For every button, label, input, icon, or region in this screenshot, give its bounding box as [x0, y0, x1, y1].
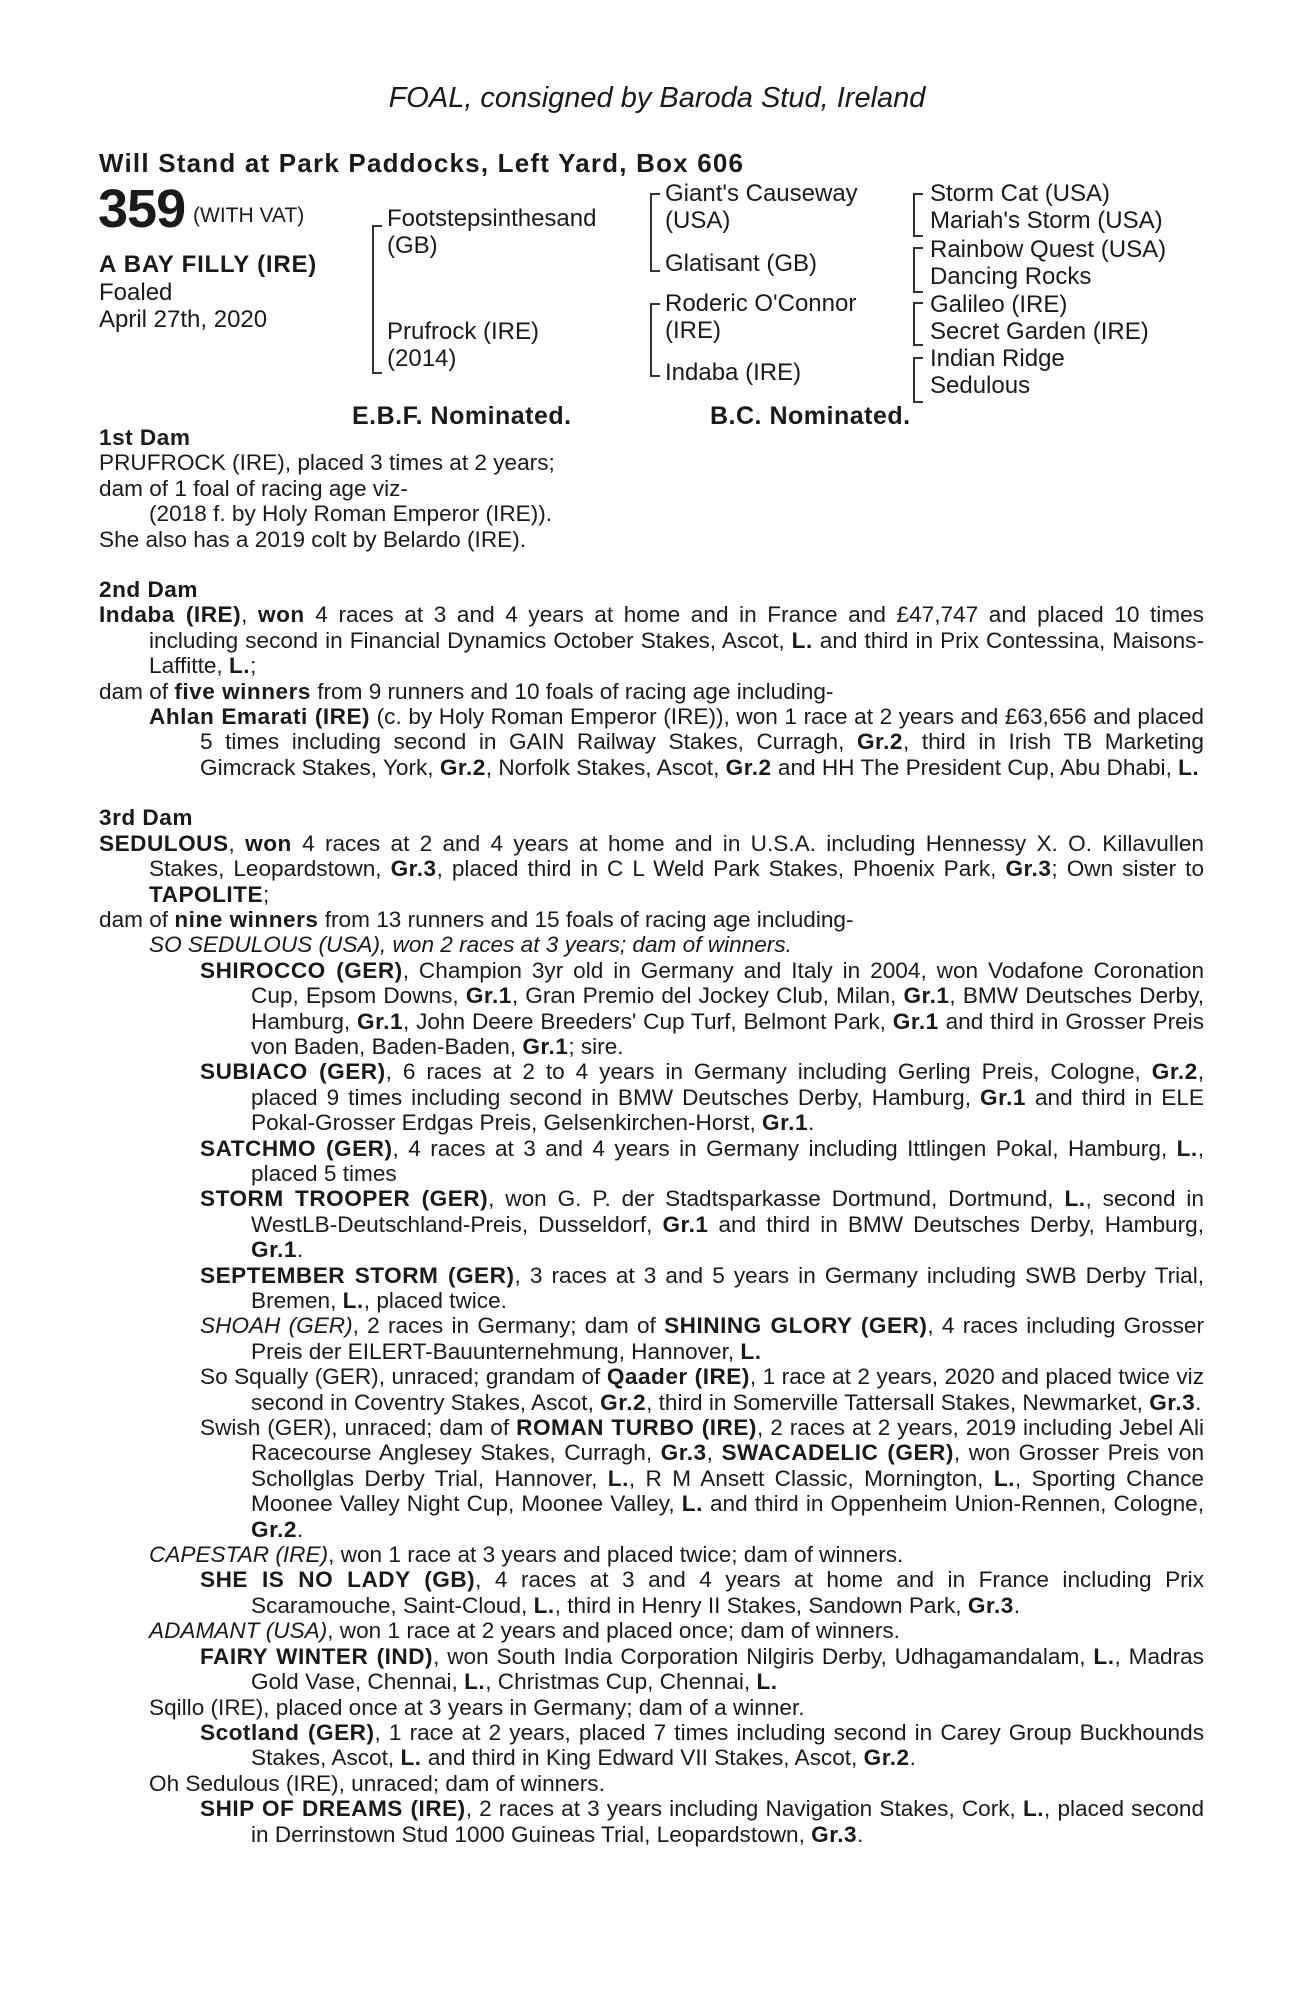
progeny-ship-of-dreams: SHIP OF DREAMS (IRE), 2 races at 3 years including Navigation Stakes, Cork, L., placed second in Derrinstown Stud 1000 Guineas Trial, Leopardstown, Gr.3. — [200, 1796, 1205, 1847]
third-dam-produce: dam of nine winners from 13 runners and 15 foals of racing age including- — [99, 906, 854, 932]
progeny-she-is-no-lady: SHE IS NO LADY (GB), 4 races at 3 and 4 years at home and in France including Prix Scaramouche, Saint-Cloud, L., third in Henry II Stakes, Sandown Park, Gr.3. — [200, 1567, 1204, 1618]
pedigree-gen3-group-1: Storm Cat (USA) Mariah's Storm (USA) — [930, 180, 1163, 234]
progeny-swish: Swish (GER), unraced; dam of ROMAN TURBO (IRE), 2 races at 2 years, 2019 including Jebel Ali Racecourse Anglesey Stakes, Curragh, Gr.3, SWACADELIC (GER), won Grosser Preis von Schollglas Derby Trial, Hannover, L., R M Ansett Classic, Mornington, L., Sporting Chance Moonee Valley Night Cup, Moonee Valley, L. and third in Oppenheim Union-Rennen, Cologne, Gr.2. — [200, 1415, 1205, 1542]
second-dam-entry: Indaba (IRE), won 4 races at 3 and 4 years at home and in France and £47,747 and placed 10 times including second in Financial Dynamics October Stakes, Ascot, L. and third in Prix Contessina, Maisons-Laffitte, L.; — [99, 602, 1204, 679]
stand-location: Will Stand at Park Paddocks, Left Yard, Box 606 — [99, 148, 745, 178]
pedigree-brace-g3-2 — [913, 247, 923, 293]
progeny-adamant: ADAMANT (USA), won 1 race at 2 years and placed once; dam of winners. — [149, 1618, 900, 1644]
progeny-sqillo: Sqillo (IRE), placed once at 3 years in Germany; dam of a winner. — [149, 1694, 805, 1720]
third-dam-entry: SEDULOUS, won 4 races at 2 and 4 years at home and in U.S.A. including Hennessy X. O. Killavullen Stakes, Leopardstown, Gr.3, placed third in C L Weld Park Stakes, Phoenix Park, Gr.3; Own sister to TAPOLITE; — [99, 830, 1205, 907]
foaled-label: Foaled — [99, 279, 173, 306]
progeny-shirocco: SHIROCCO (GER), Champion 3yr old in Germany and Italy in 2004, won Vodafone Coronation Cup, Epsom Downs, Gr.1, Gran Premio del Jockey Club, Milan, Gr.1, BMW Deutsches Derby, Hamburg, Gr.1, John Deere Breeders' Cup Turf, Belmont Park, Gr.1 and third in Grosser Preis von Baden, Baden-Baden, Gr.1; sire. — [200, 957, 1205, 1059]
progeny-scotland: Scotland (GER), 1 race at 2 years, placed 7 times including second in Carey Group Buckhounds Stakes, Ascot, L. and third in King Edward VII Stakes, Ascot, Gr.2. — [200, 1719, 1204, 1771]
pedigree-brace-g3-1 — [913, 193, 923, 237]
pedigree-brace-g3-3 — [913, 302, 923, 346]
ebf-nominated: E.B.F. Nominated. — [352, 402, 572, 430]
pedigree-sire: Footstepsinthesand (GB) — [387, 205, 597, 259]
pedigree-gen3-group-2: Rainbow Quest (USA) Dancing Rocks — [930, 236, 1167, 290]
lot-number: 359 — [98, 179, 186, 239]
progeny-oh-sedulous: Oh Sedulous (IRE), unraced; dam of winners. — [149, 1770, 605, 1796]
progeny-so-squally: So Squally (GER), unraced; grandam of Qaader (IRE), 1 race at 2 years, 2020 and placed twice viz second in Coventry Stakes, Ascot, Gr.2, third in Somerville Tattersall Stakes, Newmarket, Gr.3. — [200, 1364, 1204, 1415]
pedigree-brace-g3-4 — [913, 357, 923, 403]
pedigree-brace-dam — [650, 303, 660, 377]
pedigree-brace-sire — [650, 193, 660, 272]
pedigree-dam-dam: Indaba (IRE) — [665, 359, 802, 386]
progeny-satchmo: SATCHMO (GER), 4 races at 3 and 4 years in Germany including Ittlingen Pokal, Hamburg, L., placed 5 times — [200, 1135, 1204, 1186]
catalogue-header: FOAL, consigned by Baroda Stud, Ireland — [388, 82, 926, 114]
progeny-shoah: SHOAH (GER), 2 races in Germany; dam of SHINING GLORY (GER), 4 races including Grosser Preis der EILERT-Bauunternehmung, Hannover, L. — [200, 1313, 1205, 1364]
lot-description: A BAY FILLY (IRE) — [99, 251, 318, 278]
pedigree-gen3-group-4: Indian Ridge Sedulous — [930, 345, 1065, 399]
catalogue-body — [99, 425, 1204, 1847]
first-dam-line: PRUFROCK (IRE), placed 3 times at 2 years; — [99, 450, 555, 476]
pedigree-gen3-group-3: Galileo (IRE) Secret Garden (IRE) — [930, 291, 1149, 345]
pedigree-sire-dam: Glatisant (GB) — [665, 250, 818, 277]
foaled-date: April 27th, 2020 — [99, 306, 268, 333]
pedigree-dam: Prufrock (IRE) (2014) — [387, 318, 540, 372]
first-dam-heading: 1st Dam — [99, 425, 191, 450]
second-dam-heading: 2nd Dam — [99, 577, 198, 603]
first-dam-line: dam of 1 foal of racing age viz- — [99, 475, 408, 501]
progeny-fairy-winter: FAIRY WINTER (IND), won South India Corporation Nilgiris Derby, Udhagamandalam, L., Madras Gold Vase, Chennai, L., Christmas Cup, Chennai, L. — [200, 1643, 1204, 1695]
progeny-subiaco: SUBIACO (GER), 6 races at 2 to 4 years in Germany including Gerling Preis, Cologne, Gr.2, placed 9 times including second in BMW Deutsches Derby, Hamburg, Gr.1 and third in ELE Pokal-Grosser Erdgas Preis, Gelsenkirchen-Horst, Gr.1. — [200, 1059, 1204, 1136]
pedigree-dam-sire: Roderic O'Connor (IRE) — [665, 290, 857, 344]
progeny-september-storm: SEPTEMBER STORM (GER), 3 races at 3 and 5 years in Germany including SWB Derby Trial, Bremen, L., placed twice. — [200, 1262, 1204, 1313]
progeny-ahlan-emarati: Ahlan Emarati (IRE) (c. by Holy Roman Emperor (IRE)), won 1 race at 2 years and £63,656 and placed 5 times including second in GAIN Railway Stakes, Curragh, Gr.2, third in Irish TB Marketing Gimcrack Stakes, York, Gr.2, Norfolk Stakes, Ascot, Gr.2 and HH The President Cup, Abu Dhabi, L. — [149, 704, 1205, 780]
first-dam-produce: (2018 f. by Holy Roman Emperor (IRE)). — [149, 501, 553, 527]
progeny-capestar: CAPESTAR (IRE), won 1 race at 3 years and placed twice; dam of winners. — [149, 1542, 904, 1568]
second-dam-produce: dam of five winners from 9 runners and 10 foals of racing age including- — [99, 678, 834, 704]
progeny-storm-trooper: STORM TROOPER (GER), won G. P. der Stadtsparkasse Dortmund, Dortmund, L., second in WestLB-Deutschland-Preis, Dusseldorf, Gr.1 and third in BMW Deutsches Derby, Hamburg, Gr.1. — [200, 1186, 1204, 1263]
vat-note: (WITH VAT) — [193, 204, 305, 227]
pedigree-sire-sire: Giant's Causeway (USA) — [665, 180, 858, 234]
progeny-so-sedulous: SO SEDULOUS (USA), won 2 races at 3 years; dam of winners. — [149, 932, 792, 958]
bc-nominated: B.C. Nominated. — [710, 402, 911, 430]
third-dam-heading: 3rd Dam — [99, 805, 193, 831]
pedigree-brace-gen1 — [372, 225, 382, 374]
first-dam-line: She also has a 2019 colt by Belardo (IRE). — [99, 526, 527, 552]
